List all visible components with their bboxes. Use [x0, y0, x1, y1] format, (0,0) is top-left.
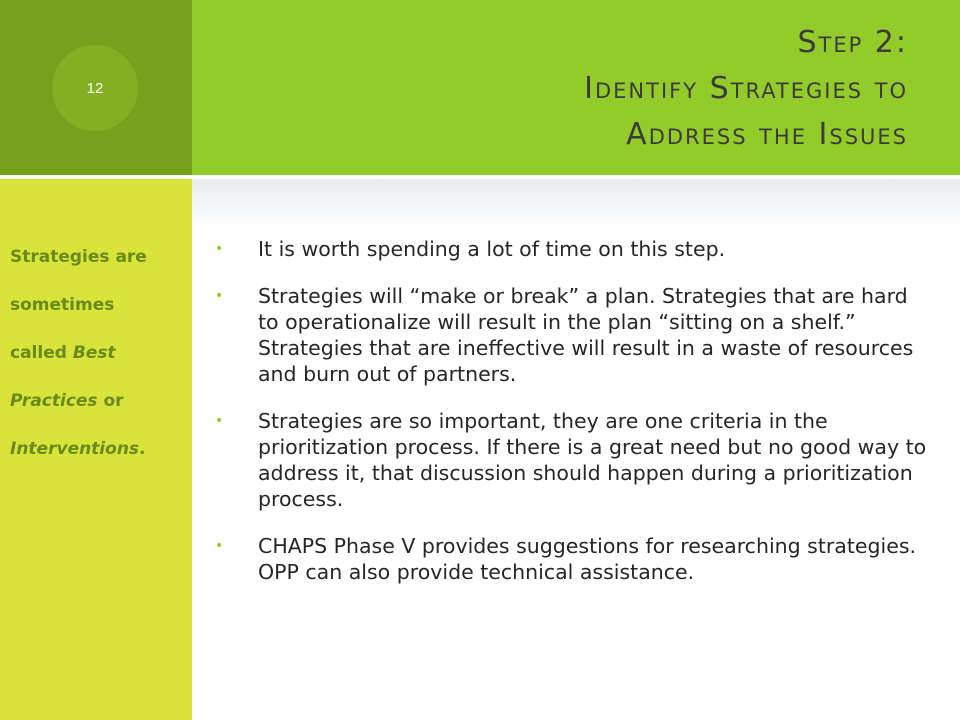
- title-line-1: Step 2:: [797, 25, 908, 60]
- bullet-item: [212, 533, 932, 585]
- bullet-item: [212, 283, 932, 387]
- sidebar-line: sometimes: [10, 295, 115, 315]
- bullet-marker-icon: •: [215, 241, 224, 257]
- bullet-text: It is worth spending a lot of time on this step.: [258, 237, 726, 261]
- slide-number: 12: [86, 79, 104, 97]
- slide-title: [308, 20, 908, 158]
- title-line-2: Identify Strategies to: [584, 71, 908, 106]
- title-line-3: Address the Issues: [626, 117, 908, 152]
- bullet-text: Strategies will “make or break” a plan. Strategies that are hard to operationalize will result in the plan “sitting on a shelf.” Strategies that are ineffective will result in a waste of resources and burn out of partners.: [258, 284, 914, 386]
- sidebar-line: called Best: [10, 343, 116, 363]
- bullet-list: [212, 236, 932, 606]
- sidebar-note: [10, 233, 186, 473]
- slide-number-badge: [52, 45, 138, 131]
- sidebar-line: Interventions.: [10, 439, 146, 459]
- bullet-item: [212, 408, 932, 512]
- sidebar-line: Practices or: [10, 391, 124, 411]
- bullet-marker-icon: •: [215, 288, 224, 304]
- bullet-item: [212, 236, 932, 262]
- bullet-text: CHAPS Phase V provides suggestions for researching strategies. OPP can also provide technical assistance.: [258, 534, 917, 584]
- bullet-text: Strategies are so important, they are one criteria in the prioritization process. If there is a great need but no good way to address it, that discussion should happen during a prioritization process.: [258, 409, 927, 511]
- bullet-marker-icon: •: [215, 413, 224, 429]
- bullet-marker-icon: •: [215, 538, 224, 554]
- sidebar-line: Strategies are: [10, 247, 147, 267]
- content-top-shade: [192, 179, 960, 229]
